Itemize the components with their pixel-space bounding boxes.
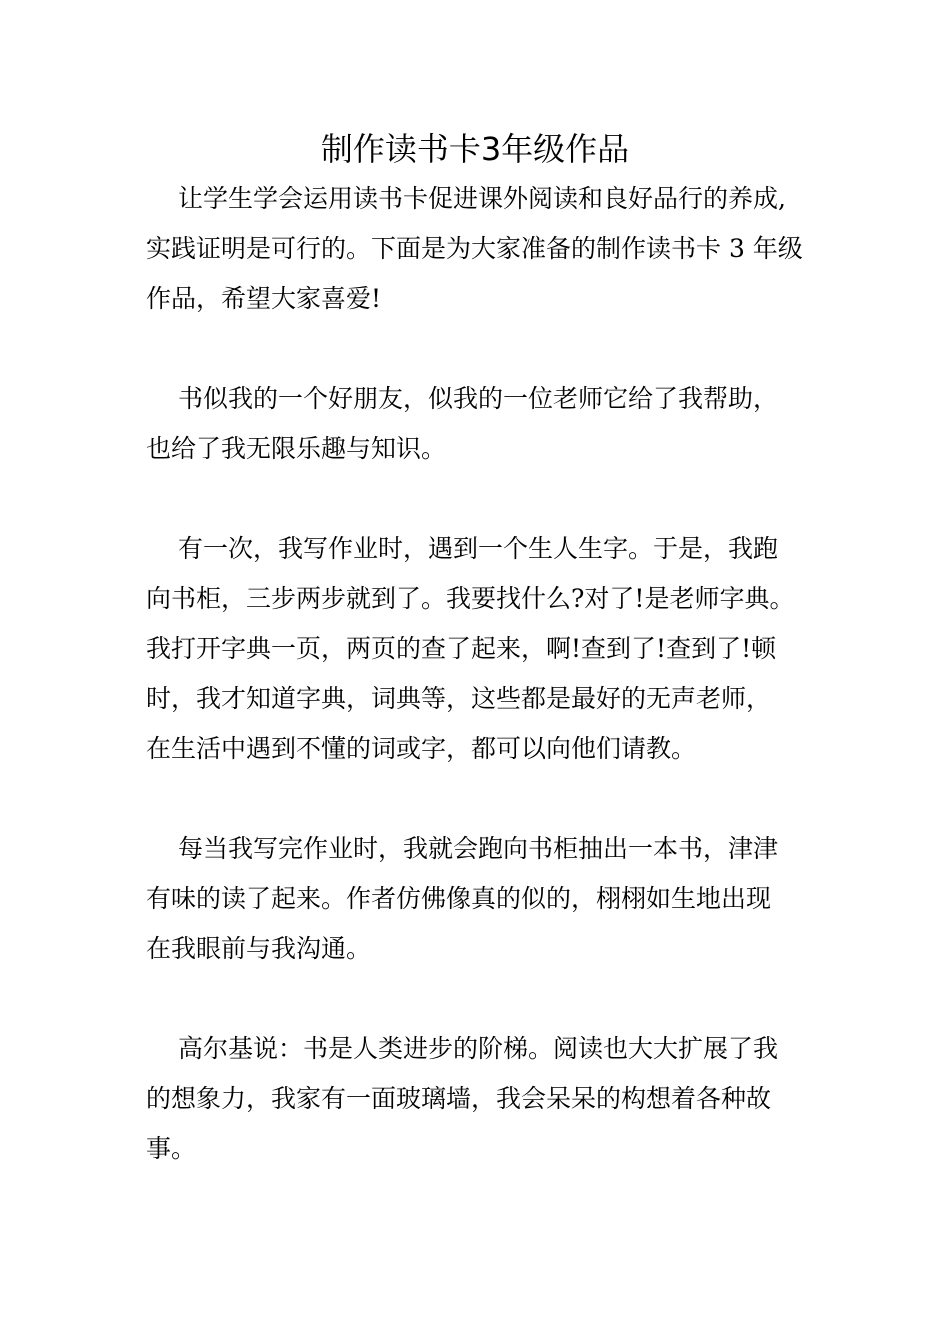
paragraph-4-line-3: 在我眼前与我沟通。 xyxy=(146,934,372,963)
paragraph-5-line-2: 的想象力，我家有一面玻璃墙，我会呆呆的构想着各种故 xyxy=(146,1084,772,1113)
paragraph-1-line-1: 让学生学会运用读书卡促进课外阅读和良好品行的养成, xyxy=(178,184,786,213)
paragraph-3-line-4: 时，我才知道字典，词典等，这些都是最好的无声老师， xyxy=(146,684,772,713)
paragraph-3-line-3: 我打开字典一页，两页的查了起来，啊!查到了!查到了!顿 xyxy=(146,634,777,663)
paragraph-2-line-2: 也给了我无限乐趣与知识。 xyxy=(146,434,447,463)
paragraph-3-line-1: 有一次，我写作业时，遇到一个生人生字。于是，我跑 xyxy=(178,534,779,563)
paragraph-4-line-2: 有味的读了起来。作者仿佛像真的似的，栩栩如生地出现 xyxy=(146,884,772,913)
document-title: 制作读书卡3年级作品 xyxy=(320,130,630,168)
paragraph-3-line-5: 在生活中遇到不懂的词或字，都可以向他们请教。 xyxy=(146,734,697,763)
paragraph-1-line-3: 作品，希望大家喜爱! xyxy=(146,284,382,313)
paragraph-1-line-2: 实践证明是可行的。下面是为大家准备的制作读书卡 3 年级 xyxy=(146,234,803,263)
paragraph-5-line-3: 事。 xyxy=(146,1134,197,1163)
paragraph-4-line-1: 每当我写完作业时，我就会跑向书柜抽出一本书，津津 xyxy=(178,834,779,863)
paragraph-5-line-1: 高尔基说：书是人类进步的阶梯。阅读也大大扩展了我 xyxy=(178,1034,779,1063)
paragraph-3-line-2: 向书柜，三步两步就到了。我要找什么?对了!是老师字典。 xyxy=(146,584,795,613)
paragraph-2-line-1: 书似我的一个好朋友，似我的一位老师它给了我帮助， xyxy=(178,384,779,413)
